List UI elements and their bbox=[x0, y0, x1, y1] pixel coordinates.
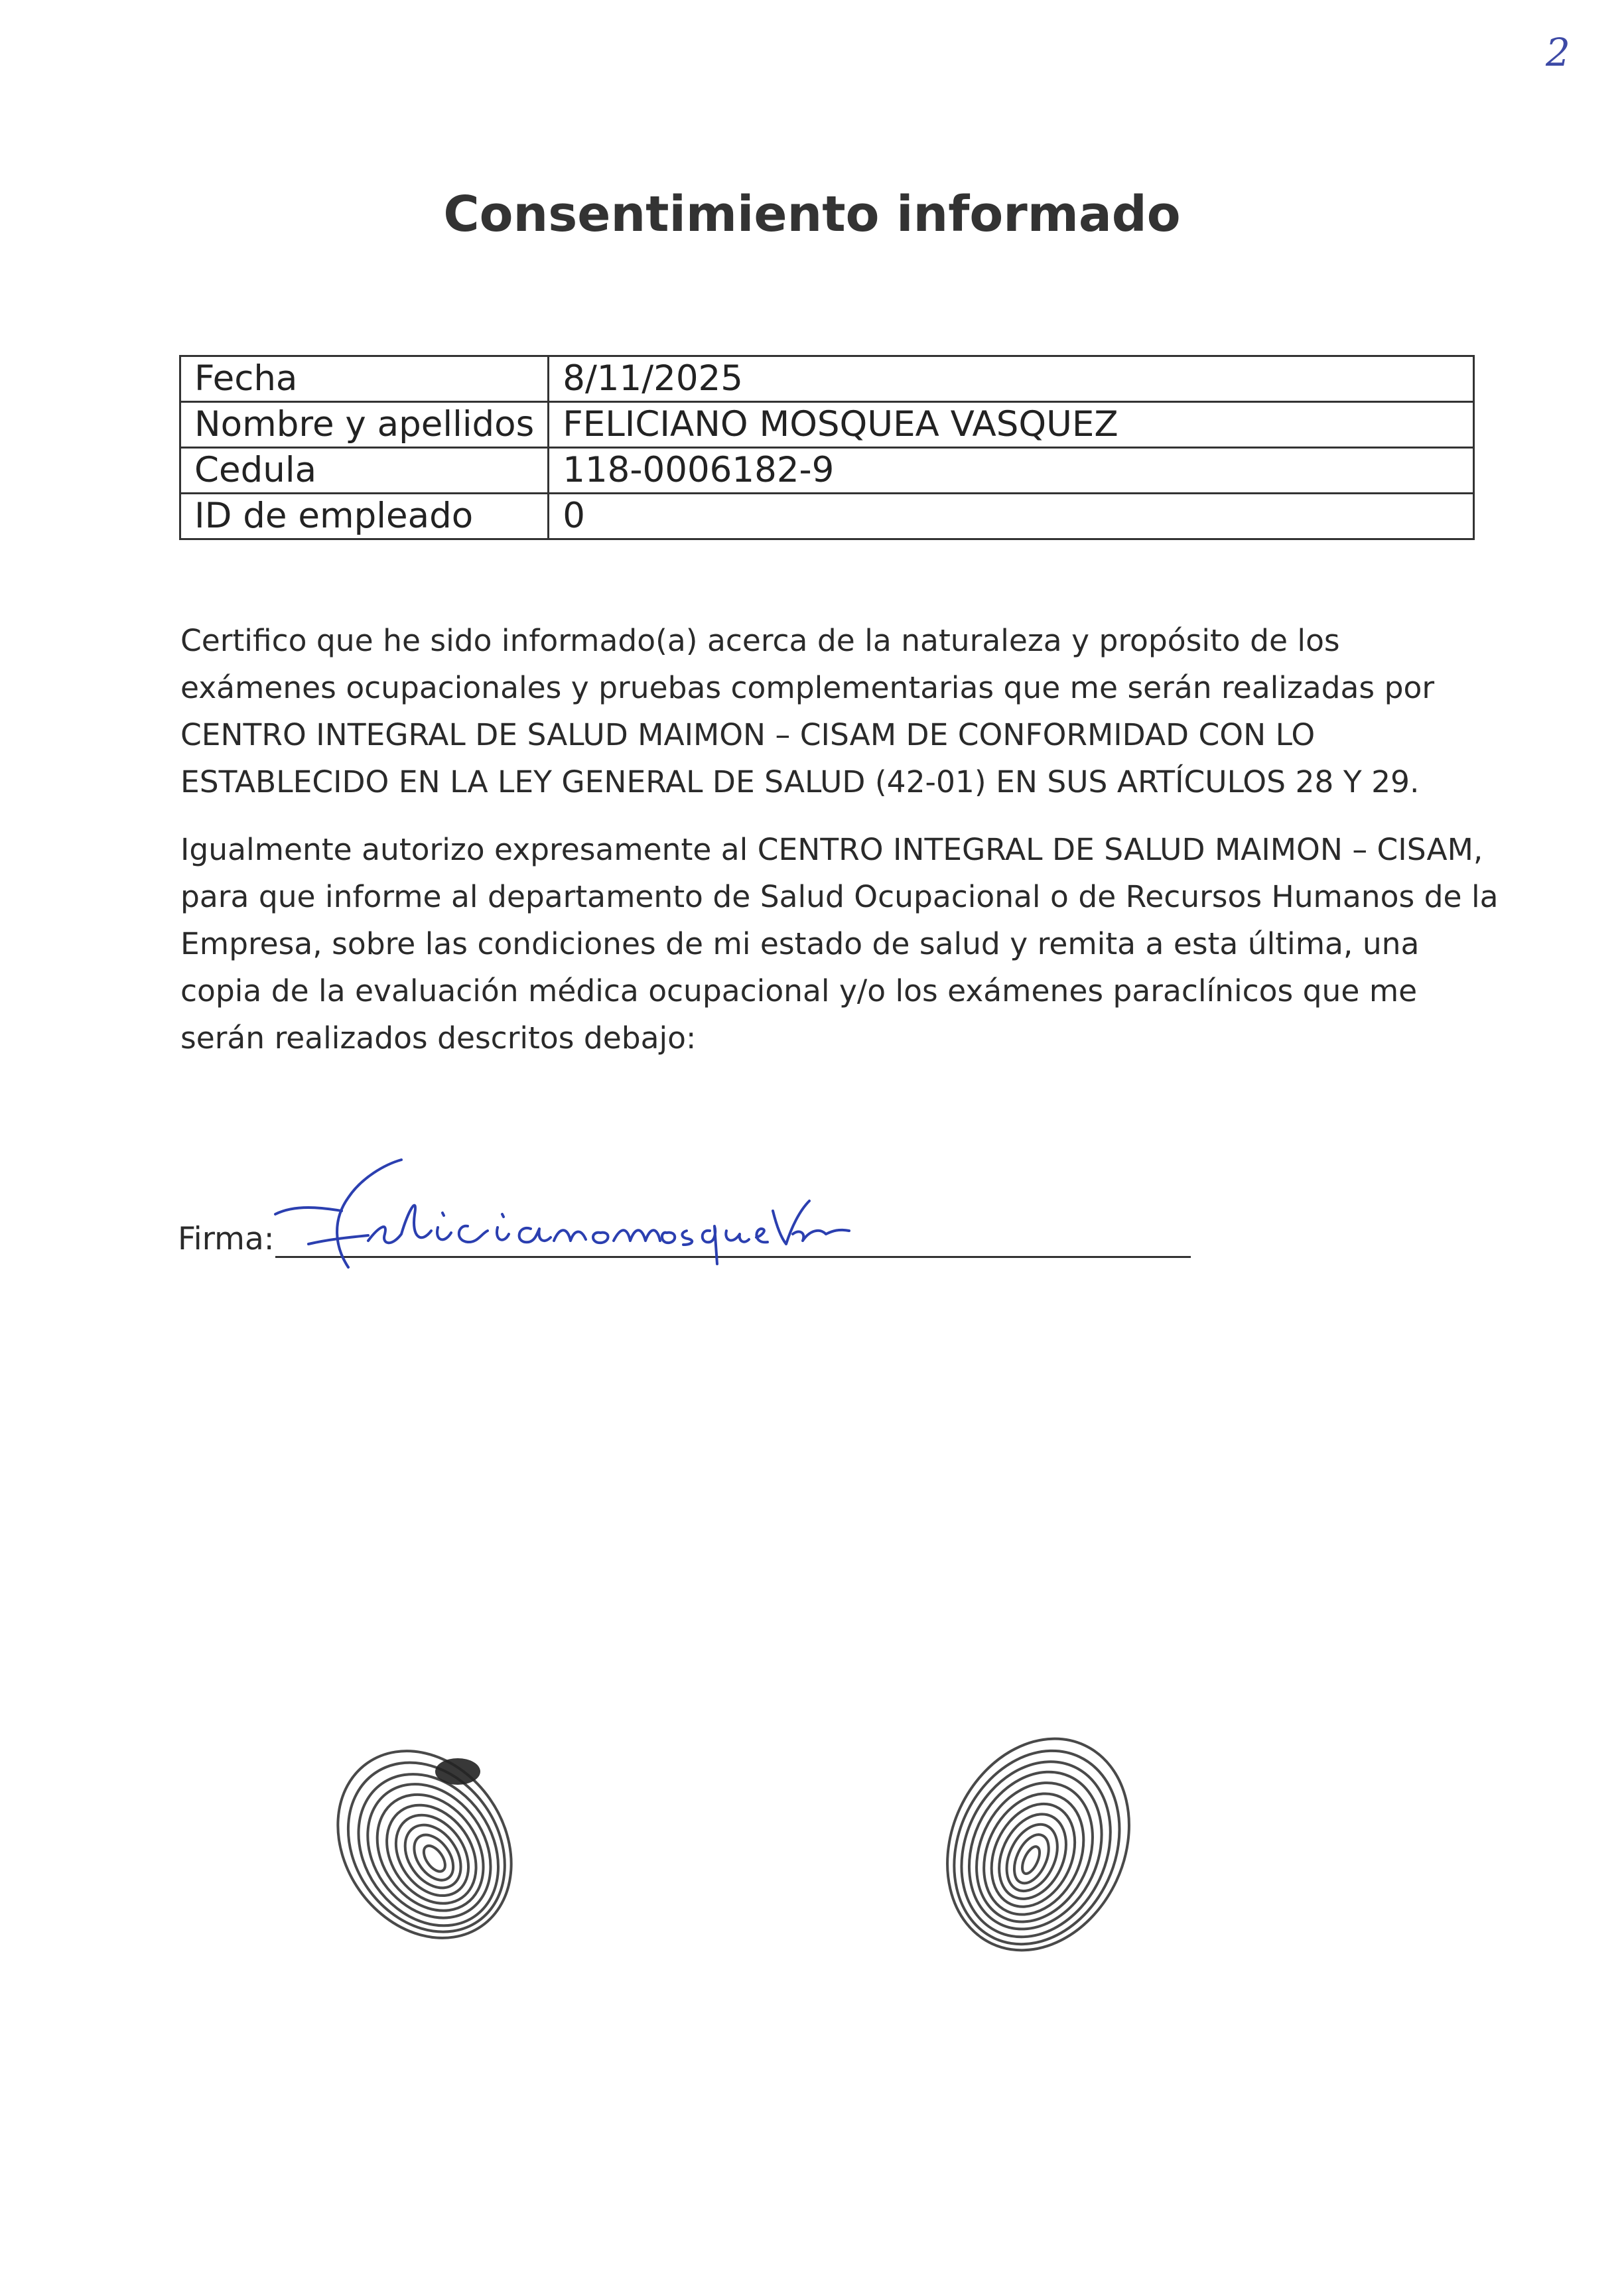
cedula-value: 118-0006182-9 bbox=[549, 448, 1474, 494]
id-empleado-value: 0 bbox=[549, 494, 1474, 539]
page-number: 2 bbox=[1546, 30, 1570, 75]
id-empleado-label: ID de empleado bbox=[180, 494, 549, 539]
nombre-label: Nombre y apellidos bbox=[180, 402, 549, 448]
cedula-label: Cedula bbox=[180, 448, 549, 494]
info-table bbox=[179, 355, 1475, 540]
nombre-value: FELICIANO MOSQUEA VASQUEZ bbox=[549, 402, 1474, 448]
table-row bbox=[180, 402, 1474, 448]
fingerprint-left bbox=[325, 1738, 524, 1951]
document-title: Consentimiento informado bbox=[443, 186, 1181, 243]
table-row bbox=[180, 356, 1474, 402]
firma-label: Firma: bbox=[178, 1221, 275, 1257]
consent-paragraph-1: Certifico que he sido informado(a) acerca de la naturaleza y propósito de los exámenes ocupacionales y pruebas complementarias que me serán realizadas por CENTRO INTEGRAL DE SALUD MAIMON – CISAM DE CONFORMIDAD CON LO ESTABLECIDO EN LA LEY GENERAL DE SALUD (42-01) EN SUS ARTÍCULOS 28 Y 29. bbox=[180, 623, 1435, 799]
table-row bbox=[180, 494, 1474, 539]
table-row bbox=[180, 448, 1474, 494]
handwritten-signature bbox=[269, 1148, 852, 1281]
fecha-label: Fecha bbox=[180, 356, 549, 402]
fingerprint-right bbox=[925, 1725, 1151, 1964]
fecha-value: 8/11/2025 bbox=[549, 356, 1474, 402]
consent-paragraph-2: Igualmente autorizo expresamente al CENTRO INTEGRAL DE SALUD MAIMON – CISAM, para que informe al departamento de Salud Ocupacional o de Recursos Humanos de la Empresa, sobre las condiciones de mi estado de salud y remita a esta última, una copia de la evaluación médica ocupacional y/o los exámenes paraclínicos que me serán realizados descritos debajo: bbox=[180, 832, 1499, 1056]
